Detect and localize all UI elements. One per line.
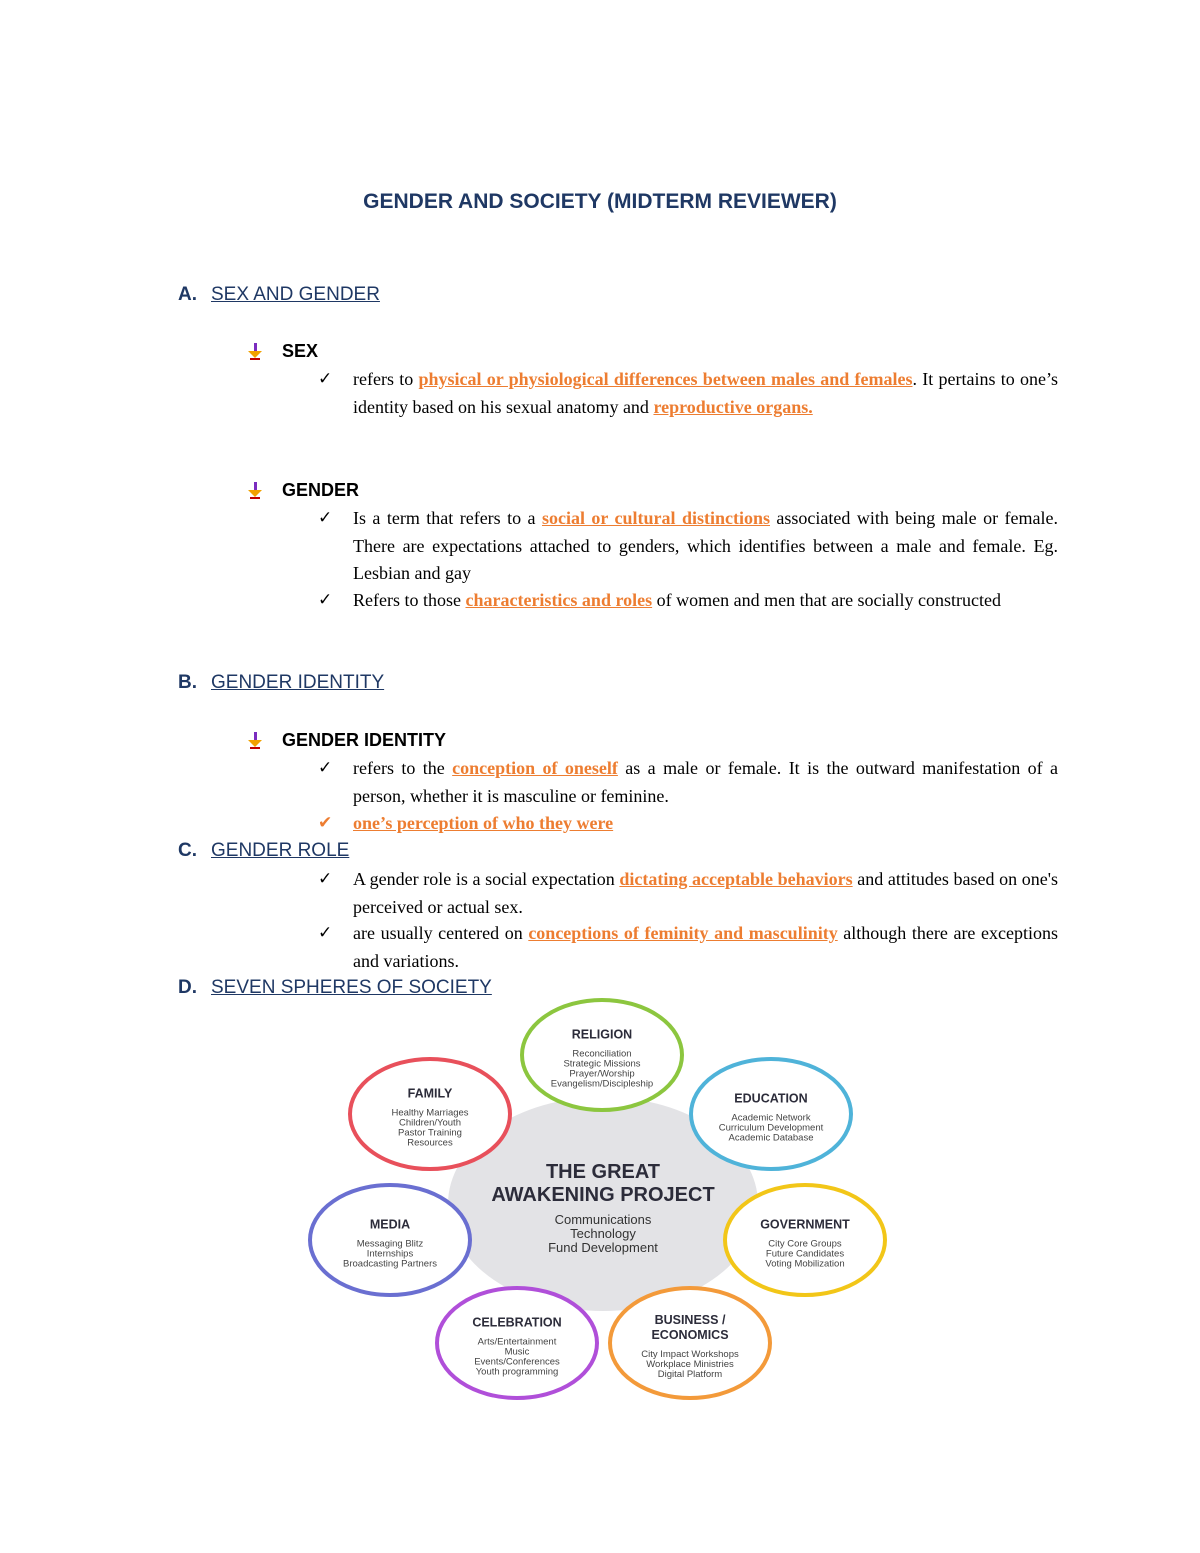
sphere-title: MEDIA bbox=[369, 1217, 411, 1232]
sphere-item: Music bbox=[504, 1346, 530, 1358]
sphere-item: Academic Database bbox=[728, 1132, 814, 1144]
bullet-sex-definition: ✓ refers to physical or physiological differences between males and females. It pertains to one’s identity based on his sexual anatomy and reproductive organs. bbox=[318, 366, 1058, 421]
sphere-family bbox=[350, 1059, 510, 1169]
checkmark-icon: ✓ bbox=[318, 590, 333, 610]
sphere-business bbox=[610, 1288, 770, 1398]
sphere-item: Voting Mobilization bbox=[765, 1258, 845, 1270]
section-letter: C. bbox=[178, 840, 197, 861]
sphere-title: GOVERNMENT bbox=[760, 1217, 850, 1232]
center-item: Fund Development bbox=[548, 1240, 658, 1255]
sphere-item: Resources bbox=[407, 1137, 453, 1149]
section-name: SEX AND GENDER bbox=[211, 284, 380, 305]
highlighted-term: one’s perception of who they were bbox=[353, 813, 614, 833]
sphere-title: BUSINESS / bbox=[654, 1313, 726, 1327]
sphere-celebration bbox=[437, 1288, 597, 1398]
highlighted-term: conceptions of feminity and masculinity bbox=[528, 923, 838, 943]
bullet-gender-roles: ✓ Refers to those characteristics and roles of women and men that are socially constructed bbox=[318, 587, 1058, 615]
sphere-item: Broadcasting Partners bbox=[343, 1258, 437, 1270]
bullet-gender-definition: ✓ Is a term that refers to a social or cultural distinctions associated with being male or female. There are expectations attached to genders, which identifies between a male and female. Eg. Lesbian and gay bbox=[318, 505, 1058, 588]
checkmark-icon: ✓ bbox=[318, 923, 333, 943]
sphere-item: City Impact Workshops bbox=[641, 1349, 739, 1360]
sphere-title: FAMILY bbox=[407, 1086, 453, 1101]
sphere-item: Prayer/Worship bbox=[569, 1068, 635, 1080]
highlighted-term: reproductive organs. bbox=[653, 396, 813, 417]
sphere-item: Events/Conferences bbox=[474, 1356, 560, 1368]
sphere-title: ECONOMICS bbox=[651, 1328, 729, 1342]
sphere-item: Internships bbox=[366, 1248, 414, 1260]
sphere-item: Pastor Training bbox=[398, 1127, 462, 1139]
sphere-item: City Core Groups bbox=[768, 1238, 842, 1250]
sphere-title: EDUCATION bbox=[734, 1091, 808, 1106]
bullet-role-definition: ✓ A gender role is a social expectation dictating acceptable behaviors and attitudes based on one's perceived or actual sex. bbox=[318, 866, 1058, 921]
sphere-title: RELIGION bbox=[571, 1027, 633, 1042]
checkmark-icon: ✓ bbox=[318, 508, 333, 528]
sphere-item: Arts/Entertainment bbox=[477, 1336, 557, 1348]
highlighted-term: dictating acceptable behaviors bbox=[619, 869, 853, 889]
sphere-title: CELEBRATION bbox=[472, 1315, 562, 1330]
sphere-item: Reconciliation bbox=[572, 1048, 632, 1060]
center-title-line2: AWAKENING PROJECT bbox=[491, 1184, 715, 1206]
sphere-item: Messaging Blitz bbox=[356, 1238, 424, 1250]
sphere-government bbox=[725, 1185, 885, 1295]
highlighted-term: characteristics and roles bbox=[465, 590, 653, 610]
center-item: Technology bbox=[570, 1226, 636, 1241]
section-letter: D. bbox=[178, 977, 197, 998]
sphere-item: Curriculum Development bbox=[718, 1122, 824, 1134]
sphere-item: Workplace Ministries bbox=[646, 1359, 734, 1370]
bullet-identity-definition: ✓ refers to the conception of oneself as a male or female. It is the outward manifestation of a person, whether it is masculine or feminine. bbox=[318, 755, 1058, 810]
section-name: GENDER ROLE bbox=[211, 840, 350, 861]
sphere-item: Future Candidates bbox=[765, 1248, 845, 1260]
subheading-label: GENDER IDENTITY bbox=[282, 730, 447, 750]
checkmark-icon: ✓ bbox=[318, 869, 333, 889]
highlighted-term: physical or physiological differences between males and females bbox=[418, 369, 913, 389]
sphere-religion bbox=[522, 1000, 682, 1110]
sphere-ring bbox=[610, 1288, 770, 1398]
sphere-item: Strategic Missions bbox=[563, 1058, 641, 1070]
sphere-item: Academic Network bbox=[731, 1112, 811, 1124]
sphere-item: Healthy Marriages bbox=[391, 1107, 469, 1119]
sphere-item: Digital Platform bbox=[657, 1369, 723, 1380]
document-title: GENDER AND SOCIETY (MIDTERM REVIEWER) bbox=[363, 190, 837, 213]
section-name: SEVEN SPHERES OF SOCIETY bbox=[211, 977, 492, 998]
highlighted-term: social or cultural distinctions bbox=[541, 508, 770, 528]
sphere-media bbox=[310, 1185, 470, 1295]
bullet-role-conceptions: ✓ are usually centered on conceptions of feminity and masculinity although there are exceptions and variations. bbox=[318, 920, 1058, 975]
subheading-label: SEX bbox=[282, 341, 319, 361]
section-letter: A. bbox=[178, 284, 197, 305]
subheading-label: GENDER bbox=[282, 480, 360, 500]
checkmark-icon: ✓ bbox=[318, 369, 333, 389]
sphere-item: Children/Youth bbox=[399, 1117, 461, 1129]
section-letter: B. bbox=[178, 672, 197, 693]
checkmark-icon: ✓ bbox=[318, 758, 333, 778]
sphere-education bbox=[691, 1059, 851, 1169]
highlighted-term: conception of oneself bbox=[452, 758, 618, 778]
section-name: GENDER IDENTITY bbox=[211, 672, 385, 693]
center-item: Communications bbox=[554, 1212, 652, 1227]
center-title-line1: THE GREAT bbox=[545, 1161, 661, 1183]
checkmark-icon: ✔ bbox=[318, 813, 333, 833]
sphere-item: Evangelism/Discipleship bbox=[550, 1078, 654, 1090]
sphere-item: Youth programming bbox=[475, 1366, 559, 1378]
